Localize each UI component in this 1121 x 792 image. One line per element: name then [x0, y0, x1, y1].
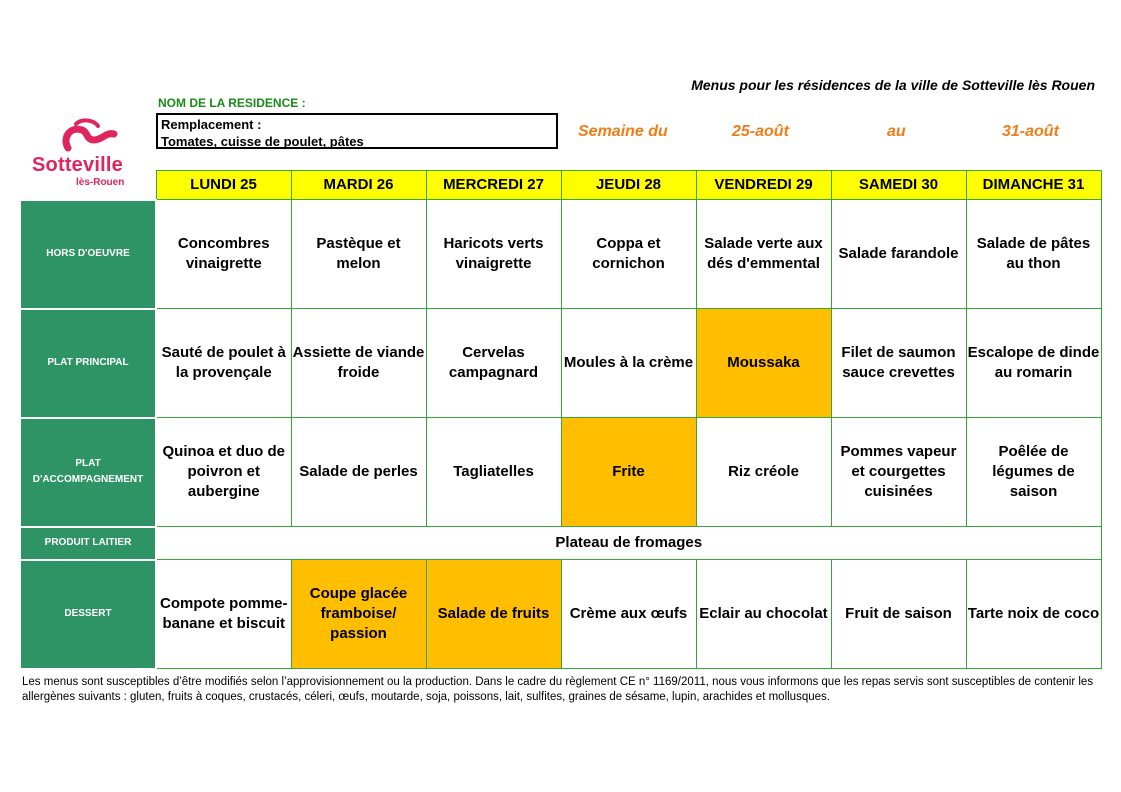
menu-cell: Salade farandole: [831, 200, 966, 309]
logo-sub: lès-Rouen: [76, 177, 125, 188]
category-hors-doeuvre: HORS D'OEUVRE: [20, 200, 156, 309]
menu-cell-highlighted: Moussaka: [696, 309, 831, 418]
row-dessert: [20, 560, 1101, 669]
logo-mark-icon: [58, 118, 118, 156]
row-accompagnement: [20, 418, 1101, 527]
menu-cell: Fruit de saison: [831, 560, 966, 669]
week-to-label: au: [887, 123, 906, 140]
menu-cell: Riz créole: [696, 418, 831, 527]
allergen-footer: Les menus sont susceptibles d’être modifiés selon l’approvisionnement ou la production. Dans le cadre du règlement CE n° 1169/2011, nous vous informons que les repas servis sont susceptibles de contenir les allergènes suivants : gluten, fruits à coques, crustacés, céleri, œufs, moutarde, soja, poissons, lait, sulfites, graines de sésame, lupin, arachides et mollusques.: [22, 676, 1094, 703]
day-header: DIMANCHE 31: [966, 171, 1101, 200]
menu-cell: Quinoa et duo de poivron et aubergine: [156, 418, 291, 527]
menu-cell: Salade de pâtes au thon: [966, 200, 1101, 309]
day-header: MARDI 26: [291, 171, 426, 200]
menu-cell: Salade verte aux dés d'emmental: [696, 200, 831, 309]
day-header: LUNDI 25: [156, 171, 291, 200]
week-end-date: 31-août: [1002, 123, 1059, 140]
replacement-label: Remplacement :: [161, 117, 262, 132]
menu-cell: Pastèque et melon: [291, 200, 426, 309]
row-plat-principal: [20, 309, 1101, 418]
day-header: JEUDI 28: [561, 171, 696, 200]
menu-cell: Compote pomme-banane et biscuit: [156, 560, 291, 669]
week-label: Semaine du: [578, 123, 668, 140]
menu-cell: Sauté de poulet à la provençale: [156, 309, 291, 418]
replacement-value: Tomates, cuisse de poulet, pâtes: [161, 134, 364, 149]
day-header: VENDREDI 29: [696, 171, 831, 200]
menu-cell: Cervelas campagnard: [426, 309, 561, 418]
menu-table: [19, 170, 1102, 670]
dairy-cell: Plateau de fromages: [156, 527, 1101, 560]
row-hors-doeuvre: [20, 200, 1101, 309]
menu-cell: Haricots verts vinaigrette: [426, 200, 561, 309]
week-start-date: 25-août: [732, 123, 789, 140]
corner-cell: [20, 171, 156, 200]
menu-cell: Tarte noix de coco: [966, 560, 1101, 669]
category-dessert: DESSERT: [20, 560, 156, 669]
menu-cell: Coppa et cornichon: [561, 200, 696, 309]
page-title: Menus pour les résidences de la ville de Sotteville lès Rouen: [691, 77, 1095, 93]
category-produit-laitier: PRODUIT LAITIER: [20, 527, 156, 560]
menu-cell: Filet de saumon sauce crevettes: [831, 309, 966, 418]
menu-cell: Assiette de viande froide: [291, 309, 426, 418]
day-header: SAMEDI 30: [831, 171, 966, 200]
row-produit-laitier: [20, 527, 1101, 560]
menu-cell: Crème aux œufs: [561, 560, 696, 669]
replacement-box: [156, 113, 558, 149]
logo-word: Sotteville: [32, 154, 123, 176]
menu-cell-highlighted: Frite: [561, 418, 696, 527]
menu-cell: Concombres vinaigrette: [156, 200, 291, 309]
menu-cell: Pommes vapeur et courgettes cuisinées: [831, 418, 966, 527]
menu-cell: Eclair au chocolat: [696, 560, 831, 669]
menu-cell-highlighted: Salade de fruits: [426, 560, 561, 669]
menu-cell: Salade de perles: [291, 418, 426, 527]
menu-cell: Escalope de dinde au romarin: [966, 309, 1101, 418]
residence-label: NOM DE LA RESIDENCE :: [158, 96, 306, 110]
day-header: MERCREDI 27: [426, 171, 561, 200]
category-plat-principal: PLAT PRINCIPAL: [20, 309, 156, 418]
menu-cell-highlighted: Coupe glacée framboise/ passion: [291, 560, 426, 669]
menu-cell: Moules à la crème: [561, 309, 696, 418]
day-header-row: [20, 171, 1101, 200]
category-accompagnement: PLAT D'ACCOMPAGNEMENT: [20, 418, 156, 527]
menu-cell: Poêlée de légumes de saison: [966, 418, 1101, 527]
menu-cell: Tagliatelles: [426, 418, 561, 527]
